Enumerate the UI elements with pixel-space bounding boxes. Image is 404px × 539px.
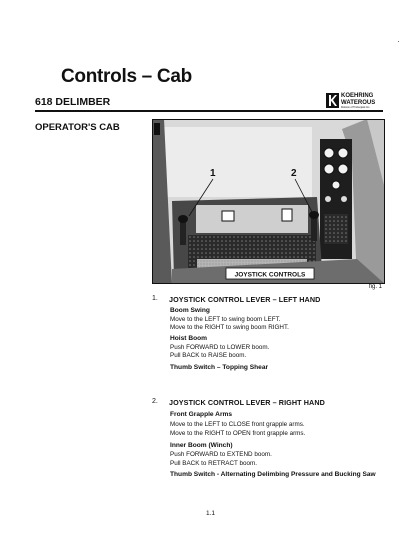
header-rule: [35, 110, 383, 112]
page-number: 1.1: [206, 510, 216, 517]
company-logo: [326, 93, 383, 108]
item-1-heading: JOYSTICK CONTROL LEVER – LEFT HAND: [169, 295, 321, 304]
logo-brand-text: KOEHRING WATEROUS: [341, 93, 376, 106]
item-2-heading: JOYSTICK CONTROL LEVER – RIGHT HAND: [169, 398, 325, 407]
joystick-controls-label: JOYSTICK CONTROLS: [234, 271, 306, 279]
item-1-boom-swing-line-1: Move to the LEFT to swing boom LEFT.: [170, 316, 281, 323]
section-title: OPERATOR'S CAB: [35, 122, 120, 133]
item-1-boom-swing-heading: Boom Swing: [170, 307, 210, 314]
item-2-front-grapple-heading: Front Grapple Arms: [170, 411, 233, 418]
item-1-number: 1.: [152, 295, 158, 302]
model-name: 618 DELIMBER: [35, 96, 111, 108]
page-title: Controls – Cab: [61, 66, 192, 87]
item-2-front-grapple-line-1: Move to the LEFT to CLOSE front grapple arms.: [170, 421, 305, 428]
item-2-inner-boom-heading: Inner Boom (Winch): [170, 442, 233, 449]
logo-subtext: Division of Timberjack Inc.: [341, 106, 371, 109]
callout-1: 1: [210, 168, 216, 179]
figure-label: fig. 1: [369, 284, 383, 290]
item-2-front-grapple-line-2: Move to the RIGHT to OPEN front grapple arms.: [170, 430, 306, 437]
item-2-inner-boom-line-2: Pull BACK to RETRACT boom.: [170, 460, 258, 467]
item-1-hoist-boom-heading: Hoist Boom: [170, 335, 207, 342]
cab-photo: [152, 119, 385, 284]
item-2-number: 2.: [152, 398, 158, 405]
item-1-thumb-switch: Thumb Switch – Topping Shear: [170, 364, 269, 371]
page-corner-mark: ·: [397, 36, 400, 46]
item-2-thumb-switch: Thumb Switch - Alternating Delimbing Pressure and Bucking Saw: [170, 471, 376, 478]
item-1-hoist-boom-line-2: Pull BACK to RAISE boom.: [170, 352, 247, 359]
item-2-inner-boom-line-1: Push FORWARD to EXTEND boom.: [170, 451, 272, 458]
item-1-boom-swing-line-2: Move to the RIGHT to swing boom RIGHT.: [170, 324, 289, 331]
item-1-hoist-boom-line-1: Push FORWARD to LOWER boom.: [170, 344, 270, 351]
callout-2: 2: [291, 168, 297, 179]
k-logo-icon: [326, 93, 339, 108]
